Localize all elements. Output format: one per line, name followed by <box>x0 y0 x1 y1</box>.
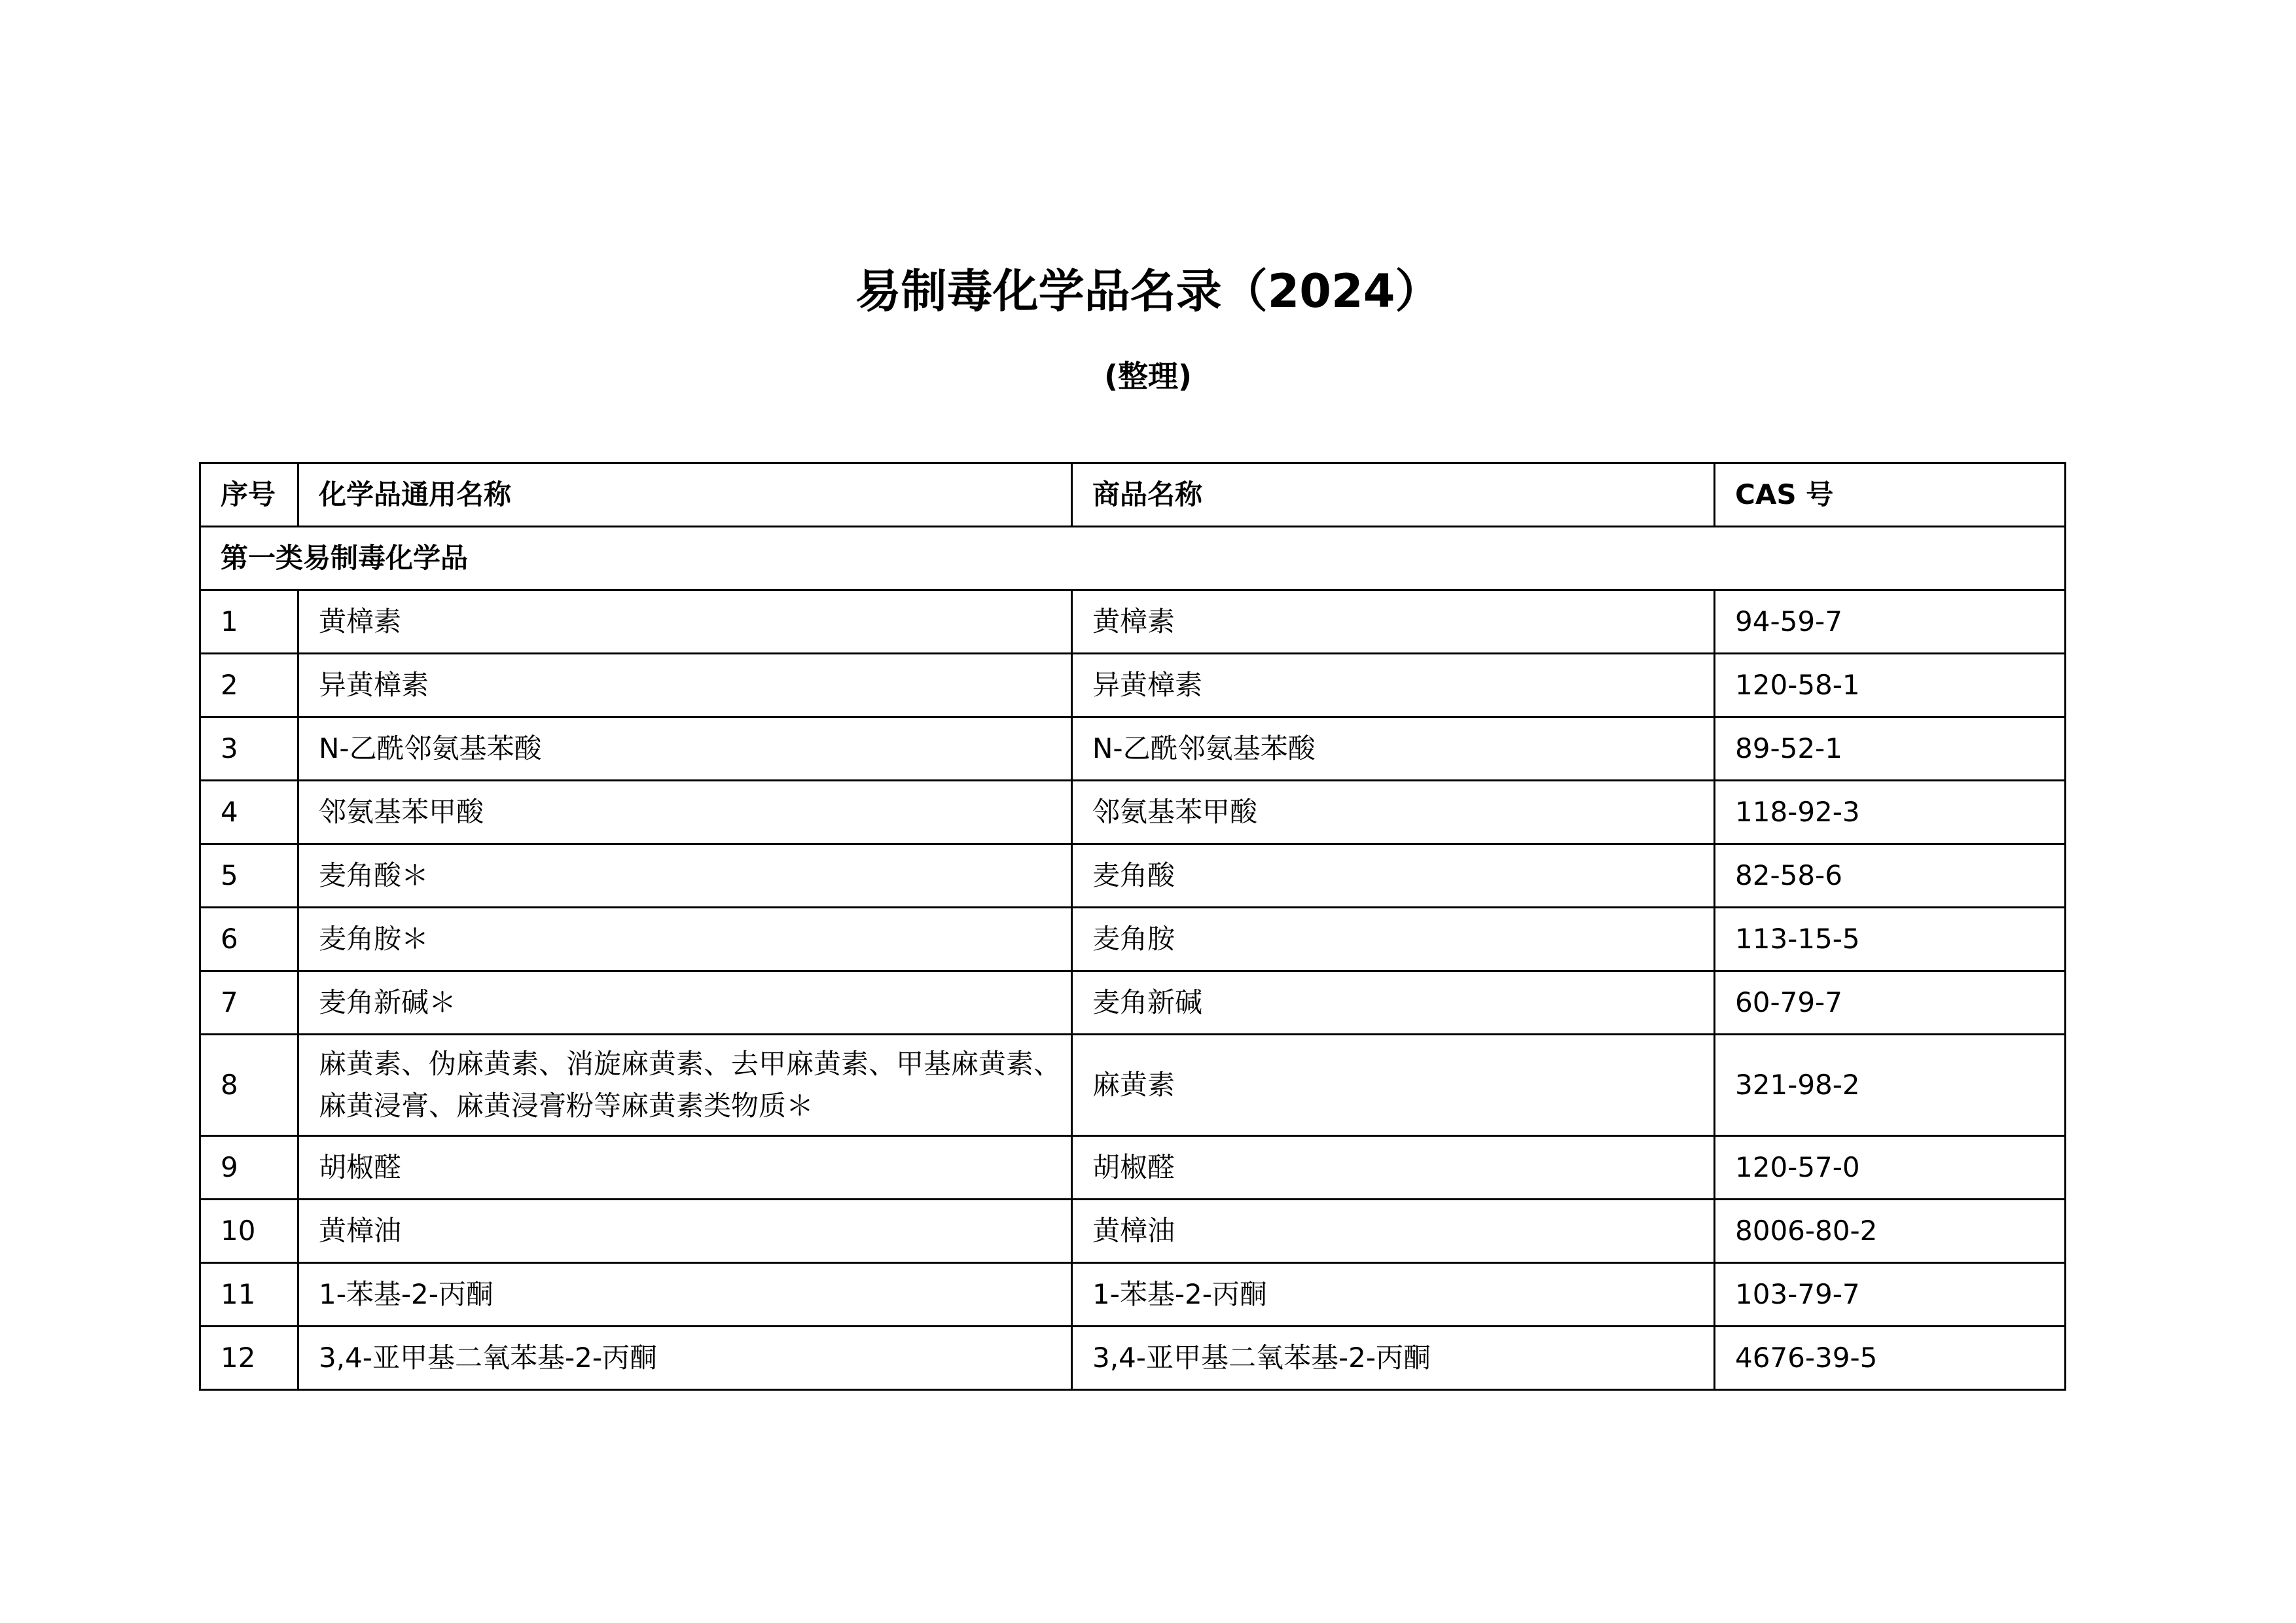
row-no: 12 <box>200 1327 298 1390</box>
table-header-row <box>200 463 2066 527</box>
row-name: 麦角酸＊ <box>298 844 1072 908</box>
row-name: 黄樟素 <box>298 590 1072 654</box>
header-cas: CAS 号 <box>1715 463 2066 527</box>
row-name: 胡椒醛 <box>298 1136 1072 1200</box>
row-name: 异黄樟素 <box>298 654 1072 717</box>
table-row <box>200 654 2066 717</box>
row-trade-name: 麦角新碱 <box>1072 971 1715 1035</box>
row-cas: 8006-80-2 <box>1715 1200 2066 1263</box>
row-no: 10 <box>200 1200 298 1263</box>
row-trade-name: 3,4-亚甲基二氧苯基-2-丙酮 <box>1072 1327 1715 1390</box>
row-name: 麦角新碱＊ <box>298 971 1072 1035</box>
row-cas: 321-98-2 <box>1715 1035 2066 1136</box>
document-title: 易制毒化学品名录（2024） <box>855 264 1441 318</box>
row-cas: 82-58-6 <box>1715 844 2066 908</box>
table-row <box>200 590 2066 654</box>
row-no: 6 <box>200 908 298 971</box>
row-trade-name: 麦角酸 <box>1072 844 1715 908</box>
row-trade-name: 邻氨基苯甲酸 <box>1072 781 1715 844</box>
header-name: 化学品通用名称 <box>298 463 1072 527</box>
header-trade-name: 商品名称 <box>1072 463 1715 527</box>
row-trade-name: 胡椒醛 <box>1072 1136 1715 1200</box>
row-no: 9 <box>200 1136 298 1200</box>
category-label: 第一类易制毒化学品 <box>200 527 2066 590</box>
table-row <box>200 781 2066 844</box>
row-no: 11 <box>200 1263 298 1327</box>
row-cas: 4676-39-5 <box>1715 1327 2066 1390</box>
row-cas: 118-92-3 <box>1715 781 2066 844</box>
table-row <box>200 908 2066 971</box>
row-no: 1 <box>200 590 298 654</box>
row-cas: 113-15-5 <box>1715 908 2066 971</box>
row-trade-name: 黄樟油 <box>1072 1200 1715 1263</box>
table-row <box>200 1136 2066 1200</box>
row-no: 4 <box>200 781 298 844</box>
row-no: 5 <box>200 844 298 908</box>
row-cas: 89-52-1 <box>1715 717 2066 781</box>
document-subtitle: (整理) <box>1103 359 1193 394</box>
row-trade-name: 麦角胺 <box>1072 908 1715 971</box>
table-row <box>200 971 2066 1035</box>
header-no: 序号 <box>200 463 298 527</box>
row-trade-name: 麻黄素 <box>1072 1035 1715 1136</box>
table-row <box>200 1200 2066 1263</box>
row-trade-name: N-乙酰邻氨基苯酸 <box>1072 717 1715 781</box>
row-no: 7 <box>200 971 298 1035</box>
row-trade-name: 1-苯基-2-丙酮 <box>1072 1263 1715 1327</box>
row-name: 3,4-亚甲基二氧苯基-2-丙酮 <box>298 1327 1072 1390</box>
row-cas: 94-59-7 <box>1715 590 2066 654</box>
row-name: 麻黄素、伪麻黄素、消旋麻黄素、去甲麻黄素、甲基麻黄素、麻黄浸膏、麻黄浸膏粉等麻黄素类物质＊ <box>298 1035 1072 1136</box>
row-trade-name: 异黄樟素 <box>1072 654 1715 717</box>
row-name: 黄樟油 <box>298 1200 1072 1263</box>
row-cas: 120-58-1 <box>1715 654 2066 717</box>
table-row <box>200 1035 2066 1136</box>
row-trade-name: 黄樟素 <box>1072 590 1715 654</box>
row-cas: 120-57-0 <box>1715 1136 2066 1200</box>
chemical-table <box>199 462 2066 1391</box>
table-row <box>200 844 2066 908</box>
row-name: 邻氨基苯甲酸 <box>298 781 1072 844</box>
table-row <box>200 1327 2066 1390</box>
row-name: 1-苯基-2-丙酮 <box>298 1263 1072 1327</box>
row-name: N-乙酰邻氨基苯酸 <box>298 717 1072 781</box>
table-row <box>200 717 2066 781</box>
table-row <box>200 1263 2066 1327</box>
category-row <box>200 527 2066 590</box>
row-name: 麦角胺＊ <box>298 908 1072 971</box>
row-cas: 60-79-7 <box>1715 971 2066 1035</box>
row-no: 3 <box>200 717 298 781</box>
row-cas: 103-79-7 <box>1715 1263 2066 1327</box>
row-no: 8 <box>200 1035 298 1136</box>
row-no: 2 <box>200 654 298 717</box>
